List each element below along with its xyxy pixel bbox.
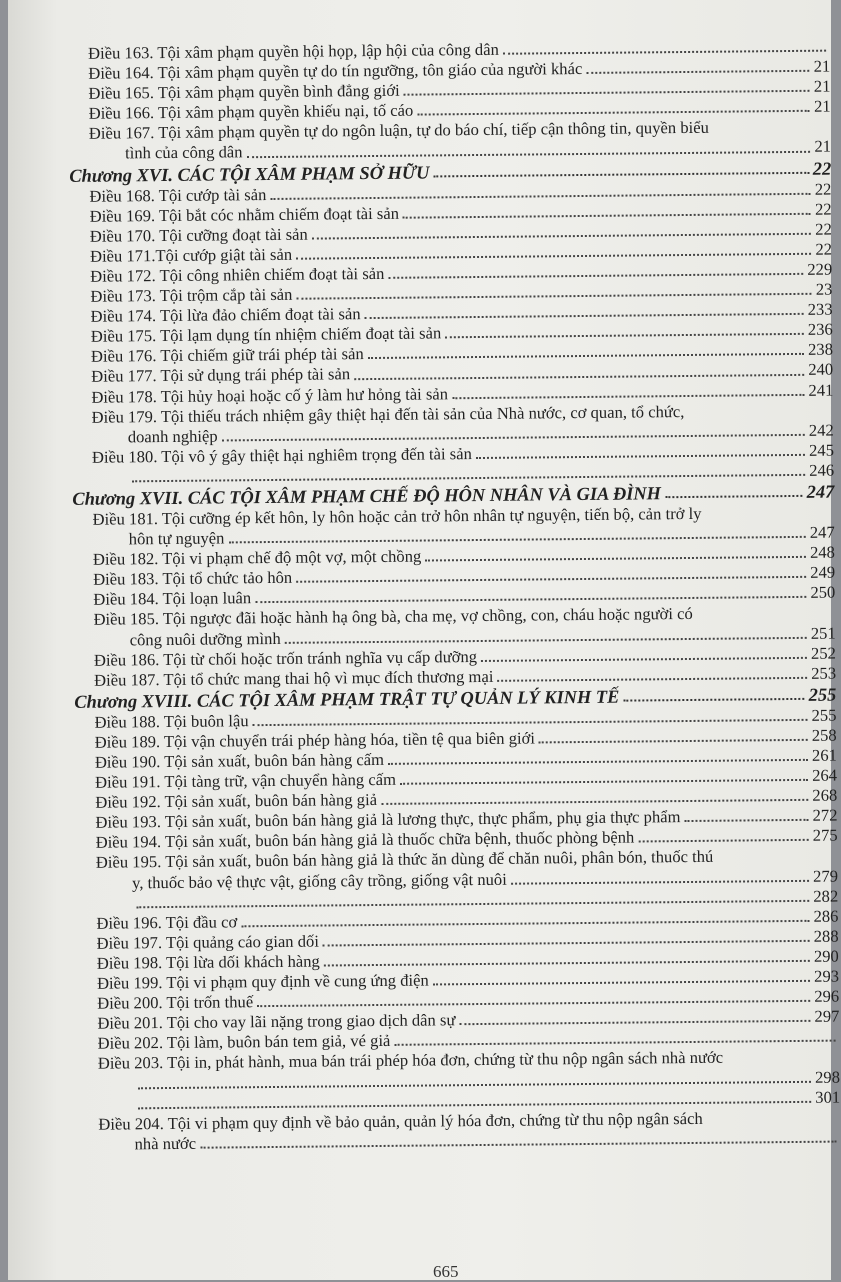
entry-title: Điều 188. Tội buôn lậu xyxy=(94,711,249,732)
entry-title: Điều 164. Tội xâm phạm quyền tự do tín ngưỡng, tôn giáo của người khác xyxy=(88,59,583,83)
entry-title: Điều 197. Tội quảng cáo gian dối xyxy=(96,931,320,953)
entry-title: Điều 182. Tội vi phạm chế độ một vợ, một chồng xyxy=(92,546,422,569)
entry-page: 272 xyxy=(812,805,838,826)
dot-leader xyxy=(445,333,804,338)
dot-leader xyxy=(285,636,807,643)
entry-title: Điều 186. Tội từ chối hoặc trốn tránh nghĩa vụ cấp dưỡng xyxy=(93,646,478,670)
chapter-page: 22 xyxy=(812,158,832,179)
chapter-title: Chương XVII. CÁC TỘI XÂM PHẠM CHẾ ĐỘ HÔN NHÂN VÀ GIA ĐÌNH xyxy=(72,483,662,509)
book-page xyxy=(8,0,841,1281)
entry-title: Điều 180. Tội vô ý gây thiệt hại nghiêm trọng đến tài sản xyxy=(91,443,472,467)
dot-leader xyxy=(511,880,809,885)
entry-title: Điều 190. Tội sản xuất, buôn bán hàng cấm xyxy=(94,749,385,772)
chapter-title: Chương XVIII. CÁC TỘI XÂM PHẠM TRẬT TỰ QUẢN LÝ KINH TẾ xyxy=(74,686,620,712)
dot-leader xyxy=(586,70,809,74)
entry-title: Điều 173. Tội trộm cắp tài sản xyxy=(90,284,293,306)
dot-leader xyxy=(296,576,806,583)
dot-leader xyxy=(253,719,808,726)
entry-continuation-text: tình của công dân xyxy=(124,142,243,163)
entry-page: 264 xyxy=(812,765,838,785)
entry-page: 275 xyxy=(812,825,838,846)
entry-title: Điều 187. Tội tổ chức mang thai hộ vì mục đích thương mại xyxy=(94,666,494,690)
dot-leader xyxy=(296,293,811,300)
entry-page: 253 xyxy=(811,663,837,683)
entry-continuation-text: hôn tự nguyện xyxy=(128,528,225,549)
chapter-page: 247 xyxy=(806,481,835,502)
entry-page: 282 xyxy=(813,886,839,906)
entry-title: Điều 198. Tội lừa dối khách hàng xyxy=(96,951,320,973)
dot-leader xyxy=(452,393,804,398)
entry-page: 298 xyxy=(814,1067,841,1087)
page-number: 665 xyxy=(433,1262,459,1281)
entry-title: Điều 199. Tội vi phạm quy định về cung ứng điện xyxy=(96,970,429,993)
dot-leader xyxy=(324,960,810,967)
entry-title: Điều 168. Tội cướp tài sản xyxy=(89,184,267,206)
entry-title: Điều 170. Tội cưỡng đoạt tài sản xyxy=(89,224,308,246)
dot-leader xyxy=(403,213,811,219)
dot-leader xyxy=(539,739,808,744)
table-of-contents xyxy=(60,37,841,1155)
entry-continuation-text: y, thuốc bảo vệ thực vật, giống cây trồng, giống vật nuôi xyxy=(131,869,507,892)
entry-title: Điều 181. Tội cưỡng ép kết hôn, ly hôn hoặc cản trở hôn nhân tự nguyện, tiến bộ, cản trở ly xyxy=(92,503,702,529)
entry-title: Điều 175. Tội lạm dụng tín nhiệm chiếm đoạt tài sản xyxy=(90,323,442,346)
dot-leader xyxy=(476,454,805,459)
entry-title: Điều 169. Tội bắt cóc nhằm chiếm đoạt tài sản xyxy=(89,203,400,226)
dot-leader xyxy=(247,150,811,157)
dot-leader xyxy=(222,434,805,442)
entry-title: Điều 179. Tội thiếu trách nhiệm gây thiệt hại đến tài sản của Nhà nước, cơ quan, tổ chức, xyxy=(91,401,685,427)
entry-page: 236 xyxy=(807,319,833,340)
entry-page: 233 xyxy=(807,299,833,319)
entry-page: 23 xyxy=(815,279,833,299)
dot-leader xyxy=(623,698,804,702)
entry-continuation-text: công nuôi dưỡng mình xyxy=(129,628,281,649)
dot-leader xyxy=(388,759,808,765)
entry-page: 261 xyxy=(811,745,837,765)
entry-title: Điều 195. Tội sản xuất, buôn bán hàng giả là thức ăn dùng để chăn nuôi, phân bón, thuốc thú xyxy=(95,847,714,873)
entry-page: 249 xyxy=(810,562,836,583)
entry-page: 22 xyxy=(815,219,832,239)
entry-page: 255 xyxy=(811,705,837,725)
entry-page: 296 xyxy=(814,986,840,1006)
entry-title: Điều 178. Tội hủy hoại hoặc cố ý làm hư hỏng tài sản xyxy=(91,383,449,407)
dot-leader xyxy=(503,50,826,55)
entry-title: Điều 171.Tội cướp giật tài sản xyxy=(89,244,293,266)
entry-page: 241 xyxy=(808,380,834,400)
entry-page: 21 xyxy=(813,76,831,96)
entry-title: Điều 196. Tội đầu cơ xyxy=(96,912,238,933)
entry-title: Điều 174. Tội lừa đảo chiếm đoạt tài sản xyxy=(90,304,361,326)
dot-leader xyxy=(381,799,808,805)
dot-leader xyxy=(270,192,810,199)
entry-page: 240 xyxy=(808,360,834,380)
entry-title: Điều 194. Tội sản xuất, buôn bán hàng giả là thuốc chữa bệnh, thuốc phòng bệnh xyxy=(95,827,635,853)
dot-leader xyxy=(312,233,811,240)
dot-leader xyxy=(296,253,811,260)
entry-page: 293 xyxy=(814,966,840,986)
dot-leader xyxy=(400,779,808,785)
entry-page: 268 xyxy=(812,785,838,805)
entry-title: Điều 201. Tội cho vay lãi nặng trong giao dịch dân sự xyxy=(97,1010,456,1033)
entry-title: Điều 204. Tội vi phạm quy định về bảo quản, quản lý hóa đơn, chứng từ thu nộp ngân sách xyxy=(98,1108,703,1134)
dot-leader xyxy=(497,677,807,682)
entry-title: Điều 189. Tội vận chuyển trái phép hàng hóa, tiền tệ qua biên giới xyxy=(94,728,536,752)
entry-title: Điều 183. Tội tổ chức tảo hôn xyxy=(93,568,293,589)
dot-leader xyxy=(433,171,808,177)
dot-leader xyxy=(388,273,803,279)
entry-page: 286 xyxy=(813,906,839,926)
entry-page: 252 xyxy=(810,643,836,663)
entry-page: 238 xyxy=(807,339,834,360)
entry-title: Điều 176. Tội chiếm giữ trái phép tài sản xyxy=(90,344,364,367)
entry-title: Điều 167. Tội xâm phạm quyền tự do ngôn luận, tự do báo chí, tiếp cận thông tin, quyền biểu xyxy=(88,118,709,144)
dot-leader xyxy=(228,536,805,544)
dot-leader xyxy=(255,596,806,603)
dot-leader xyxy=(368,353,804,359)
entry-title: Điều 166. Tội xâm phạm quyền khiếu nại, tố cáo xyxy=(88,100,414,124)
dot-leader xyxy=(404,90,810,96)
entry-title: Điều 203. Tội in, phát hành, mua bán trái phép hóa đơn, chứng từ thu nộp ngân sách nhà nước xyxy=(97,1048,724,1074)
entry-page: 297 xyxy=(814,1006,840,1027)
dot-leader xyxy=(684,819,808,822)
entry-page: 22 xyxy=(815,239,833,259)
entry-title: Điều 200. Tội trốn thuế xyxy=(97,992,254,1013)
entry-page: 251 xyxy=(810,623,836,643)
entry-continuation-text: doanh nghiệp xyxy=(127,426,218,447)
entry-page: 248 xyxy=(809,542,836,562)
dot-leader xyxy=(394,1040,835,1046)
entry-page: 22 xyxy=(814,199,832,219)
entry-page: 21 xyxy=(814,137,832,157)
entry-title: Điều 192. Tội sản xuất, buôn bán hàng giả xyxy=(95,790,378,812)
entry-page: 247 xyxy=(809,522,835,542)
entry-page: 22 xyxy=(814,179,832,199)
entry-title: Điều 177. Tội sử dụng trái phép tài sản xyxy=(91,364,351,387)
entry-page: 250 xyxy=(810,582,836,603)
entry-page: 290 xyxy=(813,946,839,966)
entry-title: Điều 172. Tội công nhiên chiếm đoạt tài sản xyxy=(90,263,385,286)
entry-page: 288 xyxy=(813,926,839,946)
dot-leader xyxy=(433,980,810,986)
entry-page: 258 xyxy=(811,725,837,745)
entry-page: 279 xyxy=(813,866,839,886)
entry-title: Điều 191. Tội tàng trữ, vận chuyển hàng cấm xyxy=(94,769,397,792)
entry-page: 242 xyxy=(808,420,834,440)
entry-page: 246 xyxy=(809,460,835,480)
entry-page: 21 xyxy=(813,96,831,117)
dot-leader xyxy=(665,495,803,498)
entry-continuation-text: nhà nước xyxy=(134,1133,197,1154)
dot-leader xyxy=(417,110,810,116)
dot-leader xyxy=(365,313,804,319)
dot-leader xyxy=(425,556,806,562)
entry-title: Điều 185. Tội ngược đãi hoặc hành hạ ông bà, cha mẹ, vợ chồng, con, cháu hoặc người có xyxy=(93,604,693,630)
dot-leader xyxy=(459,1020,810,1025)
entry-title: Điều 165. Tội xâm phạm quyền bình đẳng giới xyxy=(88,80,400,103)
entry-page: 301 xyxy=(815,1087,841,1107)
entry-page: 21 xyxy=(813,56,831,76)
entry-title: Điều 163. Tội xâm phạm quyền hội họp, lập hội của công dân xyxy=(87,39,499,63)
dot-leader xyxy=(241,920,809,927)
dot-leader xyxy=(481,657,807,662)
chapter-title: Chương XVI. CÁC TỘI XÂM PHẠM SỞ HỮU xyxy=(69,162,430,186)
dot-leader xyxy=(257,1000,810,1007)
entry-title: Điều 193. Tội sản xuất, buôn bán hàng giả là lương thực, thực phẩm, phụ gia thực phẩm xyxy=(95,807,681,832)
entry-title: Điều 202. Tội làm, buôn bán tem giả, vé giả xyxy=(97,1031,391,1053)
entry-page: 229 xyxy=(807,259,833,279)
dot-leader xyxy=(323,940,810,947)
entry-page: 245 xyxy=(808,440,835,460)
chapter-page: 255 xyxy=(808,684,837,705)
entry-title: Điều 184. Tội loạn luân xyxy=(93,588,252,610)
dot-leader xyxy=(354,373,804,379)
dot-leader xyxy=(638,839,808,843)
dot-leader xyxy=(200,1140,836,1148)
